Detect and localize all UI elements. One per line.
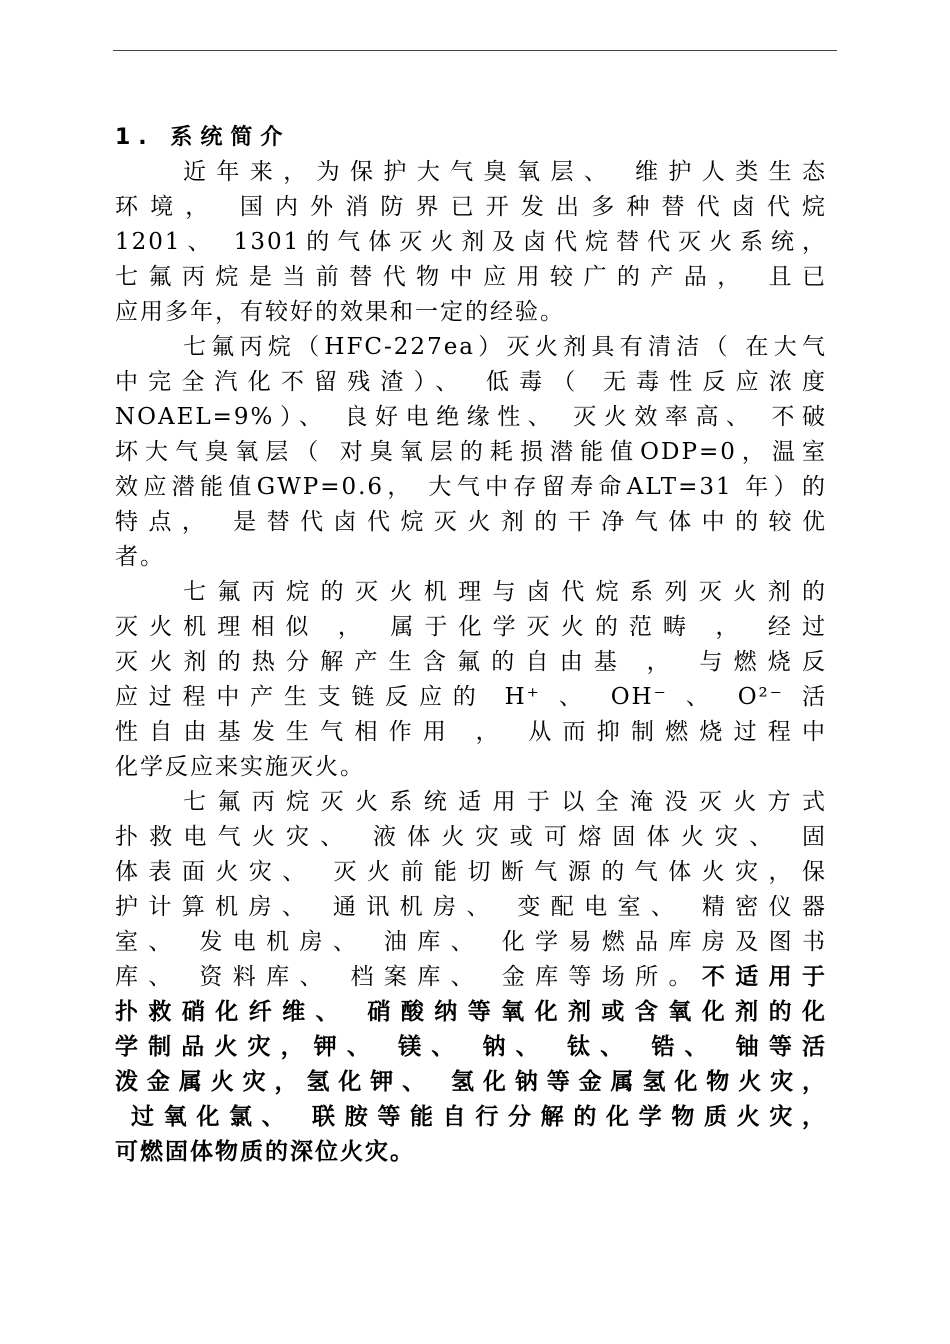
text-line: 近年来，为保护大气臭氧层、 维护人类生态 [183, 159, 827, 185]
text-line: 灭火剂的热分解产生含氟的自由基 ， 与燃烧反 [115, 649, 827, 675]
text-line: 者。 [115, 544, 165, 570]
text-line: 效应潜能值GWP=0.6， 大气中存留寿命ALT=31 年）的 [115, 474, 827, 500]
text-line: 室、 发电机房、 油库、 化学易燃品库房及图书 [115, 929, 827, 955]
text-line: 扑救电气火灾、 液体火灾或可熔固体火灾、 固 [115, 824, 827, 850]
document-body [115, 120, 827, 1170]
text-line: 性自由基发生气相作用 ， 从而抑制燃烧过程中 [115, 719, 827, 745]
text-line: 应用多年，有较好的效果和一定的经验。 [115, 299, 565, 325]
text-line: 体表面火灾、 灭火前能切断气源的气体火灾，保 [115, 859, 827, 885]
bold-text-line: 扑救硝化纤维、 硝酸纳等氧化剂或含氧化剂的化 [115, 999, 827, 1025]
text-line: 坏大气臭氧层（ 对臭氧层的耗损潜能值ODP=0，温室 [115, 439, 827, 465]
header-rule [113, 50, 837, 51]
text-line: 应过程中产生支链反应的 H⁺ 、 OH⁻ 、 O²⁻ 活 [115, 684, 827, 710]
text-line: 七氟丙烷的灭火机理与卤代烷系列灭火剂的 [183, 579, 827, 605]
text-line: 七氟丙烷灭火系统适用于以全淹没灭火方式 [183, 789, 827, 815]
bold-text-line: 过氧化氯、 联胺等能自行分解的化学物质火灾， [131, 1104, 827, 1130]
text-line: 七氟丙烷是当前替代物中应用较广的产品， 且已 [115, 264, 827, 290]
text-line: 1201、 1301的气体灭火剂及卤代烷替代灭火系统， [115, 229, 827, 255]
text-line: NOAEL=9%）、 良好电绝缘性、 灭火效率高、 不破 [115, 404, 827, 430]
text-line: 护计算机房、 通讯机房、 变配电室、 精密仪器 [115, 894, 827, 920]
text-line: 中完全汽化不留残渣）、 低毒（ 无毒性反应浓度 [115, 369, 827, 395]
text-line: 特点， 是替代卤代烷灭火剂的干净气体中的较优 [115, 509, 827, 535]
text-line: 灭火机理相似 ， 属于化学灭火的范畴 ， 经过 [115, 614, 827, 640]
text-segment: 库、 资料库、 档案库、 金库等场所。 [115, 964, 702, 990]
text-line-mixed [115, 960, 827, 995]
bold-text-line: 学制品火灾，钾、 镁、 钠、 钛、 锆、 铀等活 [115, 1034, 827, 1060]
section-heading: 1. 系统简介 [115, 125, 291, 150]
text-line: 环境， 国内外消防界已开发出多种替代卤代烷 [115, 194, 827, 220]
bold-text-segment: 不适用于 [701, 964, 828, 990]
text-line: 化学反应来实施灭火。 [115, 754, 365, 780]
bold-text-line: 可燃固体物质的深位火灾。 [115, 1139, 415, 1165]
text-line: 七氟丙烷（HFC-227ea）灭火剂具有清洁（ 在大气 [183, 334, 827, 360]
bold-text-line: 泼金属火灾，氢化钾、 氢化钠等金属氢化物火灾， [115, 1069, 827, 1095]
